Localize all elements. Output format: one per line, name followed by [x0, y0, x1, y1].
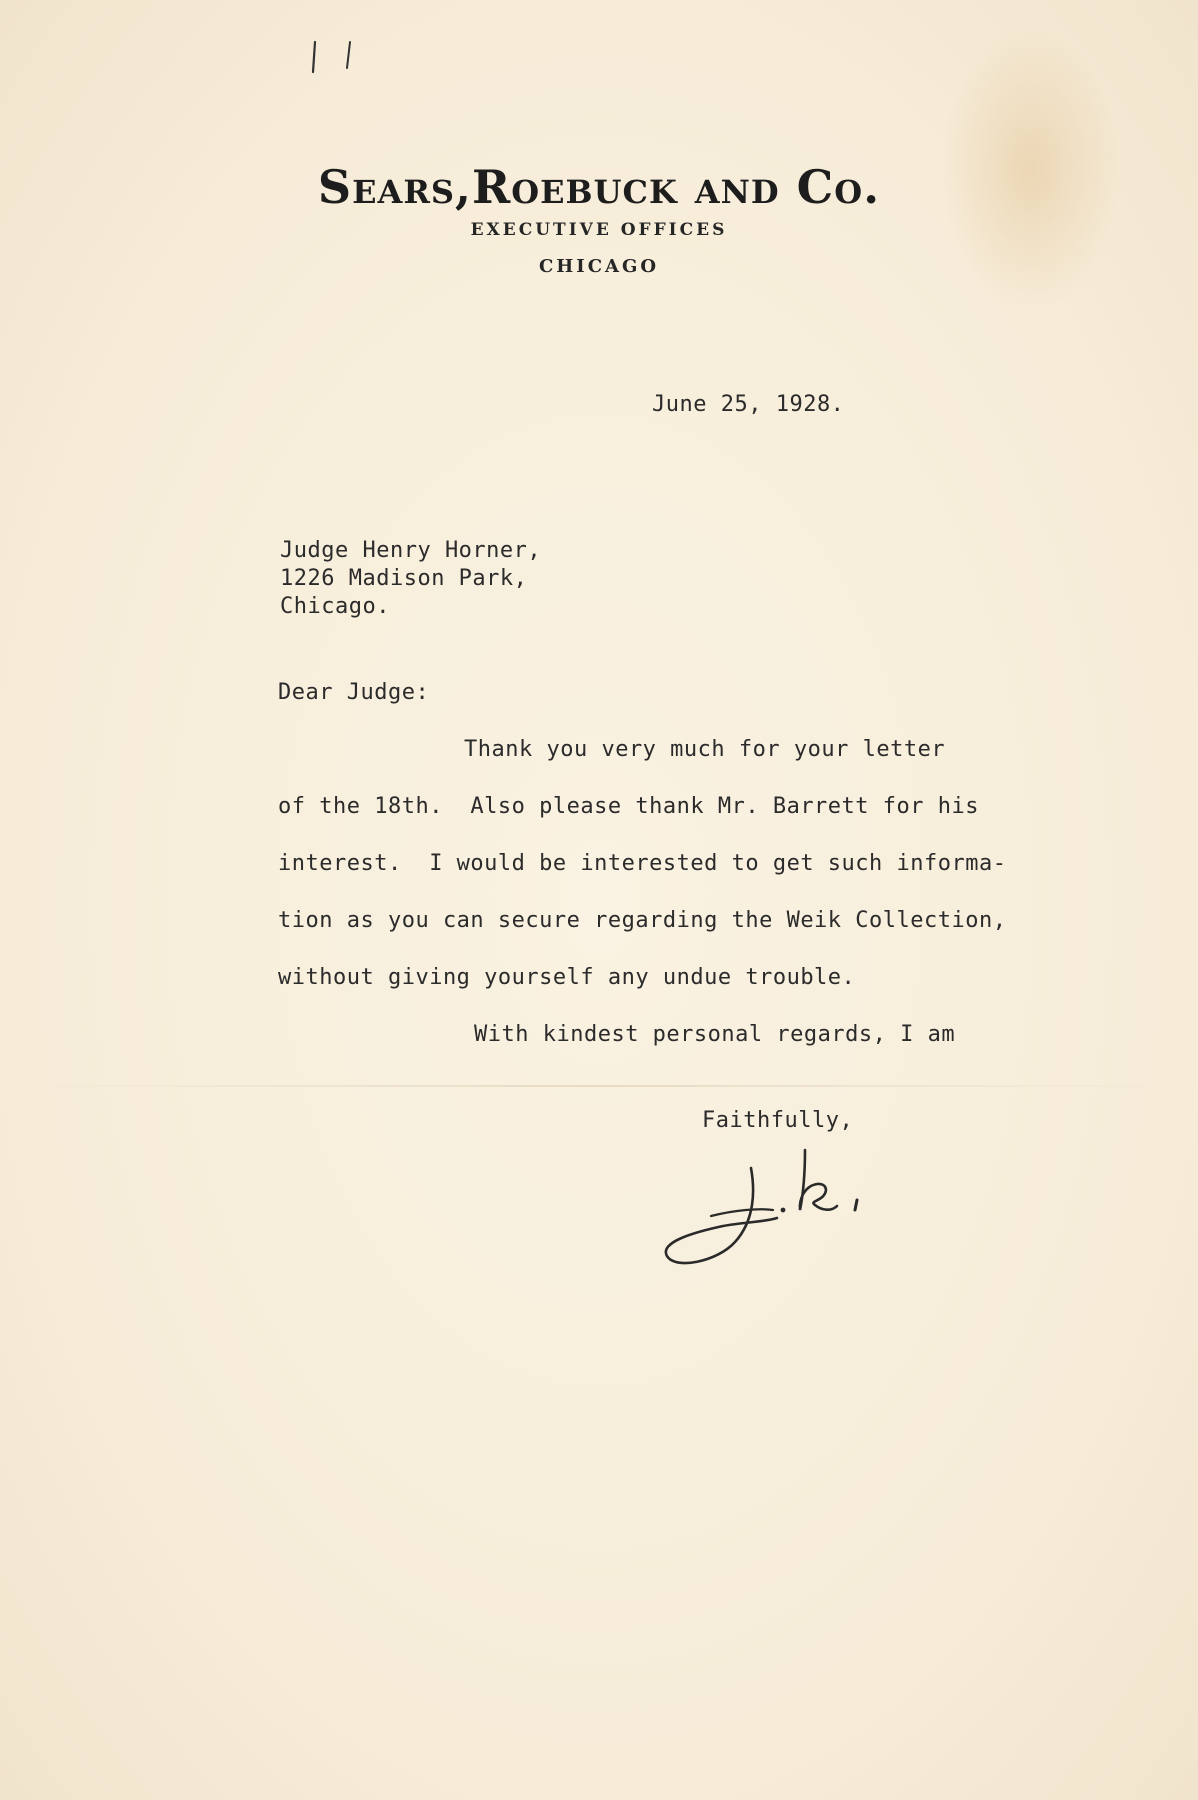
- paper-fold-line: [0, 1085, 1198, 1087]
- body-line: With kindest personal regards, I am: [474, 1022, 956, 1047]
- recipient-city: Chicago.: [280, 594, 390, 619]
- body-line: without giving yourself any undue trouble.: [278, 965, 856, 990]
- body-line: interest. I would be interested to get such informa-: [278, 851, 1007, 876]
- recipient-address: 1226 Madison Park,: [280, 566, 528, 591]
- handwritten-signature: [655, 1130, 895, 1275]
- letterhead-division: EXECUTIVE OFFICES: [470, 220, 728, 240]
- letterhead-company: Sears,Roebuck and Co.: [317, 160, 881, 214]
- recipient-name: Judge Henry Horner,: [280, 538, 542, 563]
- body-line: tion as you can secure regarding the Weik Collection,: [278, 908, 1007, 933]
- body-line: of the 18th. Also please thank Mr. Barrett for his: [278, 794, 980, 819]
- pencil-mark-icon: [310, 38, 370, 78]
- body-line: Thank you very much for your letter: [464, 737, 946, 762]
- closing: Faithfully,: [702, 1108, 854, 1133]
- letter-date: June 25, 1928.: [652, 392, 845, 417]
- letterhead-city: CHICAGO: [538, 256, 660, 277]
- salutation: Dear Judge:: [278, 680, 430, 705]
